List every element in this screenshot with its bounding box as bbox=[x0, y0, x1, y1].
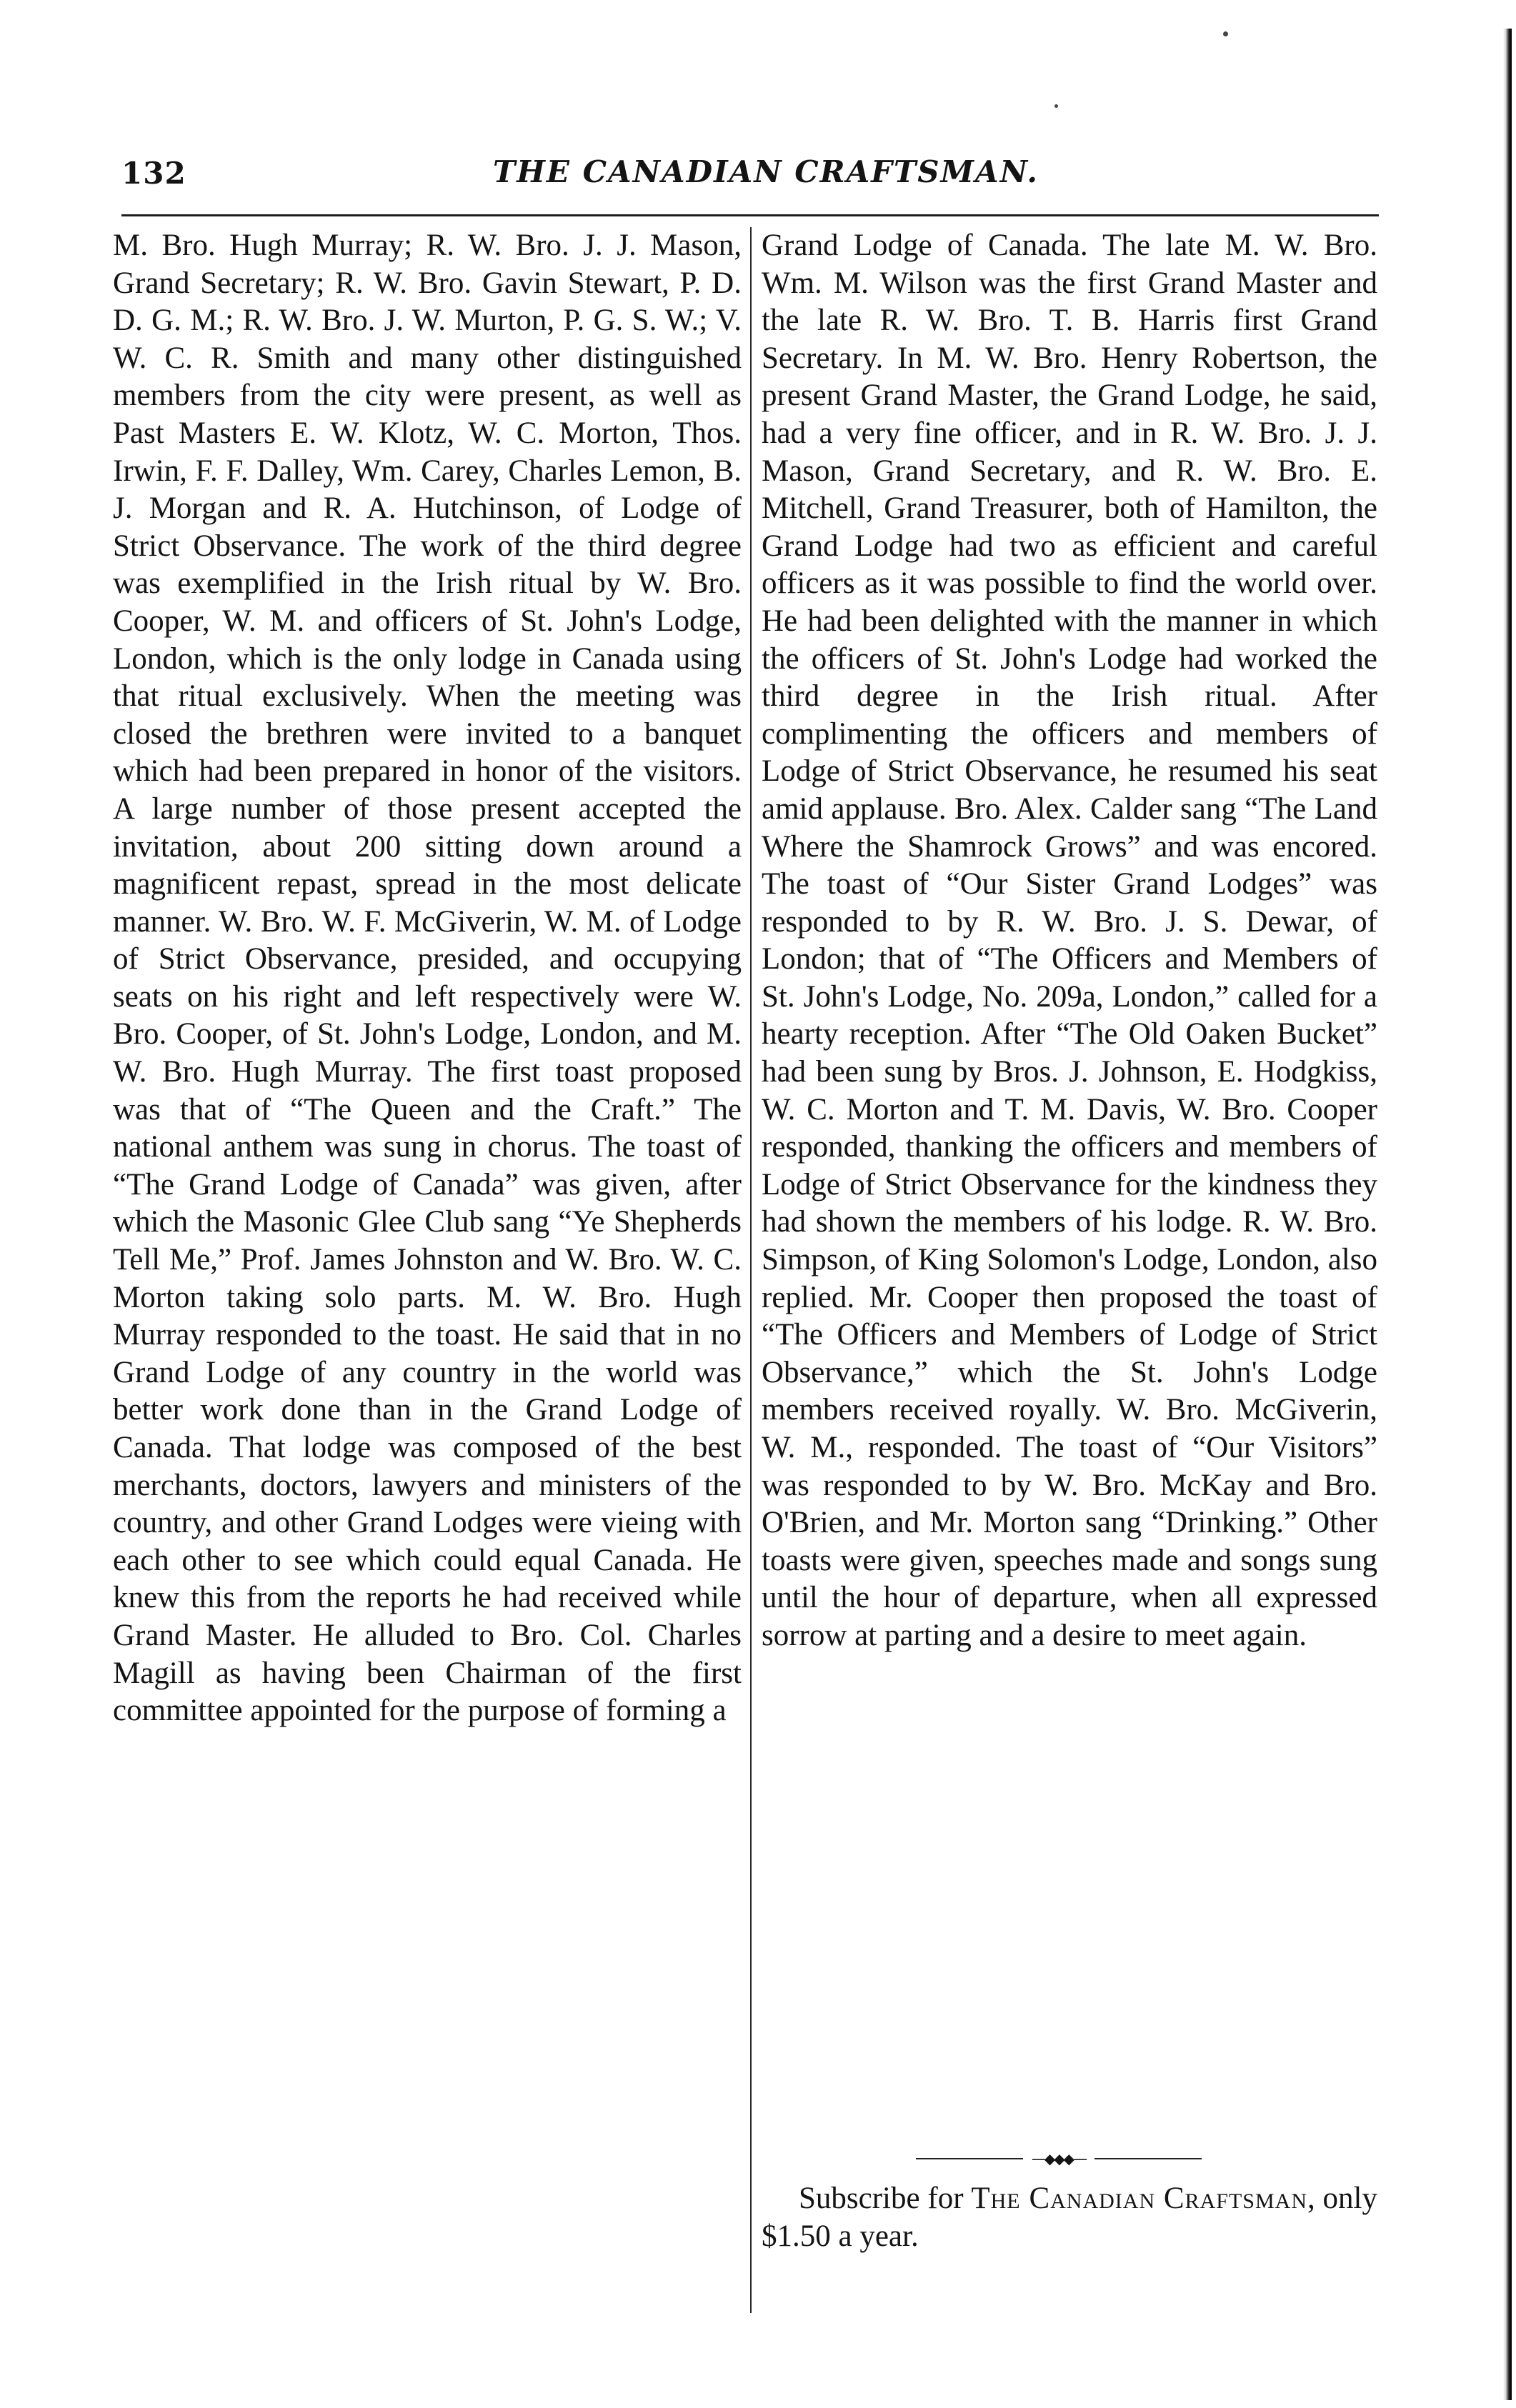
publication-name: The Canadian Craftsman bbox=[971, 2182, 1307, 2215]
page-header bbox=[121, 150, 1379, 200]
ornament-rule-left bbox=[916, 2158, 1023, 2159]
section-ornament bbox=[916, 2150, 1202, 2167]
page-edge-shadow bbox=[1503, 29, 1512, 2400]
subscribe-lead: Subscribe for bbox=[799, 2182, 964, 2215]
running-title: THE CANADIAN CRAFTSMAN. bbox=[493, 154, 1039, 189]
speck bbox=[1223, 31, 1228, 36]
ornament-diamonds: —◆◆◆— bbox=[1031, 2150, 1087, 2167]
left-column-text: M. Bro. Hugh Murray; R. W. Bro. J. J. Mason, Grand Secretary; R. W. Bro. Gavin Stewart, P. D. D. G. M.; R. W. Bro. J. W. Murton, P. G. S. W.; V. W. C. R. Smith and many other distinguished members from the city were present, as well as Past Masters E. W. Klotz, W. C. Morton, Thos. Irwin, F. F. Dalley, Wm. Carey, Charles Lemon, B. J. Morgan and R. A. Hutchinson, of Lodge of Strict Observance. The work of the third degree was exemplified in the Irish ritual by W. Bro. Cooper, W. M. and officers of St. John's Lodge, London, which is the only lodge in Canada using that ritual exclusively. When the meeting was closed the brethren were invited to a banquet which had been prepared in honor of the visitors. A large number of those present accepted the invitation, about 200 sitting down around a magnificent repast, spread in the most delicate manner. W. Bro. W. F. McGiverin, W. M. of Lodge of Strict Observance, presided, and occupying seats on his right and left respectively were W. Bro. Cooper, of St. John's Lodge, London, and M. W. Bro. Hugh Murray. The first toast proposed was that of “The Queen and the Craft.” The national anthem was sung in chorus. The toast of “The Grand Lodge of Canada” was given, after which the Masonic Glee Club sang “Ye Shepherds Tell Me,” Prof. James Johnston and W. Bro. W. C. Morton taking solo parts. M. W. Bro. Hugh Murray responded to the toast. He said that in no Grand Lodge of any country in the world was better work done than in the Grand Lodge of Canada. That lodge was composed of the best merchants, doctors, lawyers and ministers of the country, and other Grand Lodges were vieing with each other to see which could equal Canada. He knew this from the reports he had received while Grand Master. He alluded to Bro. Col. Charles Magill as having been Chairman of the first committee appointed for the purpose of forming a bbox=[113, 229, 742, 1728]
ornament-rule-right bbox=[1094, 2158, 1202, 2159]
left-column bbox=[113, 227, 742, 1730]
right-column bbox=[762, 227, 1377, 1655]
subscribe-notice bbox=[762, 2180, 1377, 2255]
subscribe-price: , only $1.50 a year. bbox=[762, 2182, 1377, 2253]
page-number: 132 bbox=[121, 156, 186, 191]
column-divider bbox=[750, 227, 752, 2313]
speck bbox=[1054, 104, 1058, 108]
header-rule bbox=[121, 214, 1379, 216]
right-column-text: Grand Lodge of Canada. The late M. W. Bro. Wm. M. Wilson was the first Grand Master and the late R. W. Bro. T. B. Harris first Grand Secretary. In M. W. Bro. Henry Robertson, the present Grand Master, the Grand Lodge, he said, had a very fine officer, and in R. W. Bro. J. J. Mason, Grand Secretary, and R. W. Bro. E. Mitchell, Grand Treasurer, both of Hamilton, the Grand Lodge had two as efficient and careful officers as it was possible to find the world over. He had been delighted with the manner in which the officers of St. John's Lodge had worked the third degree in the Irish ritual. After complimenting the officers and members of Lodge of Strict Observance, he resumed his seat amid applause. Bro. Alex. Calder sang “The Land Where the Shamrock Grows” and was encored. The toast of “Our Sister Grand Lodges” was responded to by R. W. Bro. J. S. Dewar, of London; that of “The Officers and Members of St. John's Lodge, No. 209a, London,” called for a hearty reception. After “The Old Oaken Bucket” had been sung by Bros. J. Johnson, E. Hodgkiss, W. C. Morton and T. M. Davis, W. Bro. Cooper responded, thanking the officers and members of Lodge of Strict Observance for the kindness they had shown the members of his lodge. R. W. Bro. Simpson, of King Solomon's Lodge, London, also replied. Mr. Cooper then proposed the toast of “The Officers and Members of Lodge of Strict Observance,” which the St. John's Lodge members received royally. W. Bro. McGiverin, W. M., responded. The toast of “Our Visitors” was responded to by W. Bro. McKay and Bro. O'Brien, and Mr. Morton sang “Drinking.” Other toasts were given, speeches made and songs sung until the hour of departure, when all expressed sorrow at parting and a desire to meet again. bbox=[762, 229, 1377, 1652]
